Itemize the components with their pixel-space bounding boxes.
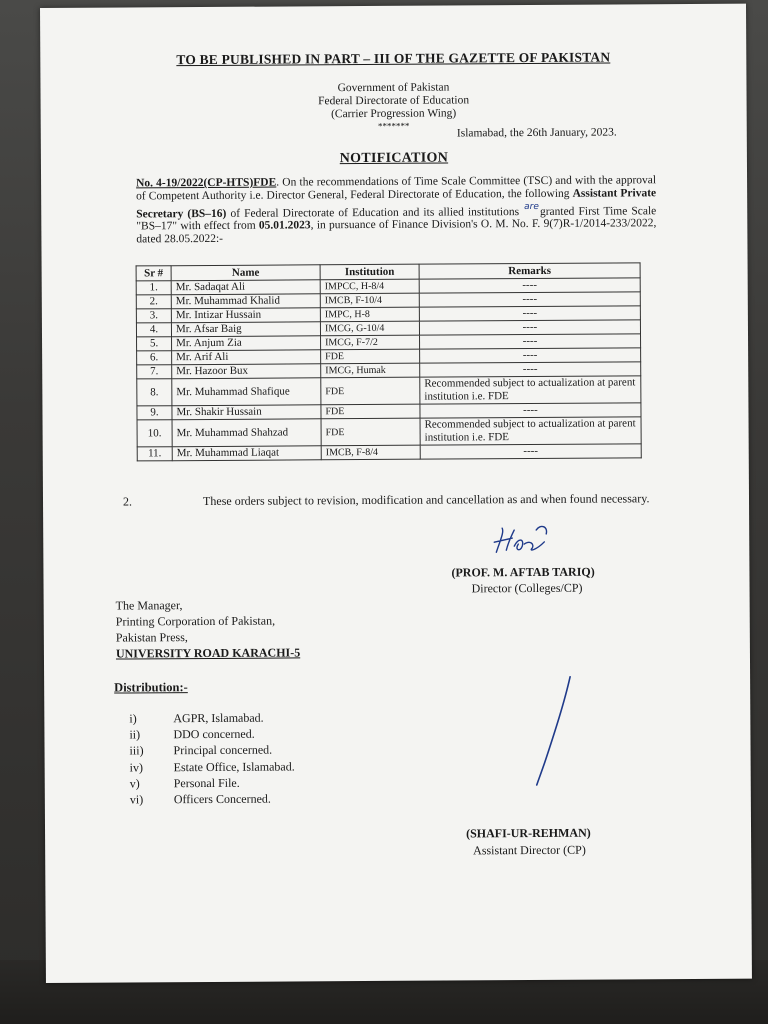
item-text: Officers Concerned. [173, 791, 271, 807]
row-institution: IMPC, H-8 [320, 307, 419, 322]
row-name: Mr. Anjum Zia [172, 336, 321, 351]
gazette-notification-page [40, 4, 752, 983]
directorate-line: Federal Directorate of Education [318, 94, 470, 108]
row-sr: 10. [137, 420, 172, 447]
item-text: DDO concerned. [173, 726, 255, 742]
row-remarks: Recommended subject to actualization at parent institution i.e. FDE [420, 376, 641, 404]
row-institution: IMCG, G-10/4 [320, 321, 419, 336]
paragraph-2 [123, 489, 663, 511]
list-item [130, 758, 295, 775]
item-number: ii) [129, 727, 141, 742]
header-name: Name [171, 265, 320, 281]
header-sr: Sr # [136, 266, 171, 281]
wing-line: (Carrier Progression Wing) [331, 107, 457, 121]
row-remarks: ---- [419, 292, 640, 307]
notification-title: NOTIFICATION [339, 150, 449, 167]
address-line-3: Pakistan Press, [115, 630, 188, 645]
item-number: vi) [129, 792, 144, 807]
row-sr: 2. [136, 295, 171, 309]
item-text: AGPR, Islamabad. [173, 710, 264, 726]
row-name: Mr. Afsar Baig [171, 322, 320, 337]
row-sr: 7. [137, 365, 172, 379]
row-sr: 4. [136, 323, 171, 337]
row-remarks: ---- [420, 348, 641, 363]
row-name: Mr. Muhammad Liaqat [172, 446, 321, 461]
row-name: Mr. Shakir Hussain [172, 405, 321, 420]
header-remarks: Remarks [419, 263, 640, 279]
list-item [130, 774, 295, 791]
row-name: Mr. Muhammad Shahzad [172, 419, 321, 447]
row-institution: FDE [321, 404, 420, 419]
row-institution: IMCB, F-8/4 [321, 445, 420, 460]
table-row [137, 444, 641, 461]
row-sr: 11. [137, 447, 172, 461]
row-remarks: ---- [419, 278, 640, 293]
distribution-list [129, 709, 295, 807]
row-name: Mr. Sadaqat Ali [171, 280, 320, 295]
row-institution: FDE [321, 377, 420, 405]
row-institution: IMCG, F-7/2 [321, 335, 420, 350]
director-name: (PROF. M. AFTAB TARIQ) [451, 564, 595, 580]
director-title: Director (Colleges/CP) [471, 580, 583, 596]
row-name: Mr. Arif Ali [172, 350, 321, 365]
address-line-1: The Manager, [115, 598, 183, 613]
list-item [130, 790, 295, 807]
distribution-heading: Distribution:- [114, 680, 188, 695]
paragraph-number: 2. [122, 494, 133, 509]
row-name: Mr. Muhammad Khalid [171, 294, 320, 309]
row-remarks: ---- [419, 320, 640, 335]
body-text-part-3: granted First Time Scale "BS–17" with effect from [136, 204, 657, 233]
row-remarks: ---- [419, 306, 640, 321]
issue-date: Islamabad, the 26th January, 2023. [456, 126, 617, 140]
row-sr: 9. [137, 406, 172, 420]
gazette-heading: TO BE PUBLISHED IN PART – III OF THE GAZETTE OF PAKISTAN [176, 49, 611, 68]
stars-line: ******* [377, 120, 410, 131]
assistant-director-signature-icon [514, 673, 585, 793]
handwritten-are: are [524, 201, 539, 212]
header-institution: Institution [320, 264, 419, 280]
row-institution: FDE [321, 418, 420, 446]
row-institution: FDE [321, 349, 420, 364]
row-sr: 1. [136, 281, 171, 295]
row-remarks: ---- [420, 444, 641, 459]
row-remarks: ---- [420, 403, 641, 418]
table-row [137, 417, 641, 447]
effect-date: 05.01.2023 [258, 219, 311, 233]
table-row [137, 376, 641, 406]
director-signature-icon [488, 520, 558, 562]
row-institution: IMCG, Humak [321, 363, 420, 378]
body-text-part-2: of Federal Directorate of Education and its allied institutions [226, 205, 524, 220]
row-remarks: Recommended subject to actualization at parent institution i.e. FDE [420, 417, 641, 445]
item-number: v) [129, 776, 140, 791]
reference-number: No. 4-19/2022(CP-HTS)FDE [136, 176, 277, 190]
row-institution: IMCB, F-10/4 [320, 293, 419, 308]
row-sr: 5. [137, 337, 172, 351]
promotion-table [136, 262, 642, 461]
row-remarks: ---- [420, 334, 641, 349]
item-text: Principal concerned. [173, 743, 273, 758]
assistant-director-title: Assistant Director (CP) [473, 842, 586, 858]
government-line: Government of Pakistan [337, 81, 450, 95]
item-number: iv) [129, 759, 144, 775]
paragraph-text: These orders subject to revision, modification and cancellation as and when found necessary. [202, 491, 650, 509]
row-name: Mr. Muhammad Shafique [172, 378, 321, 406]
list-item [129, 709, 294, 726]
address-line-2: Printing Corporation of Pakistan, [115, 613, 276, 629]
assistant-director-name: (SHAFI-UR-REHMAN) [466, 825, 591, 841]
item-text: Estate Office, Islamabad. [173, 759, 295, 774]
row-sr: 8. [137, 379, 172, 406]
notification-body [136, 174, 656, 246]
address-line-4: UNIVERSITY ROAD KARACHI-5 [115, 645, 301, 661]
row-institution: IMPCC, H-8/4 [320, 279, 419, 294]
post-title: Assistant Private Secretary (BS–16) [136, 187, 657, 221]
row-name: Mr. Intizar Hussain [171, 308, 320, 323]
recipient-address [116, 596, 301, 661]
body-text-part-1: . On the recommendations of Time Scale Committee (TSC) and with the approval of Competent Authority i.e. Director General, Federal Directorate of Education, the following [136, 174, 657, 203]
list-item [129, 742, 294, 759]
list-item [129, 726, 294, 743]
item-text: Personal File. [173, 775, 240, 791]
row-sr: 3. [136, 309, 171, 323]
row-remarks: ---- [420, 362, 641, 377]
row-name: Mr. Hazoor Bux [172, 364, 321, 379]
row-sr: 6. [137, 351, 172, 365]
item-number: i) [129, 711, 137, 726]
item-number: iii) [129, 743, 144, 758]
body-text-part-4: , in pursuance of Finance Division's O. M. No. F. 9(7)R-1/2014-233/2022, dated 28.05.2022:- [136, 217, 657, 246]
